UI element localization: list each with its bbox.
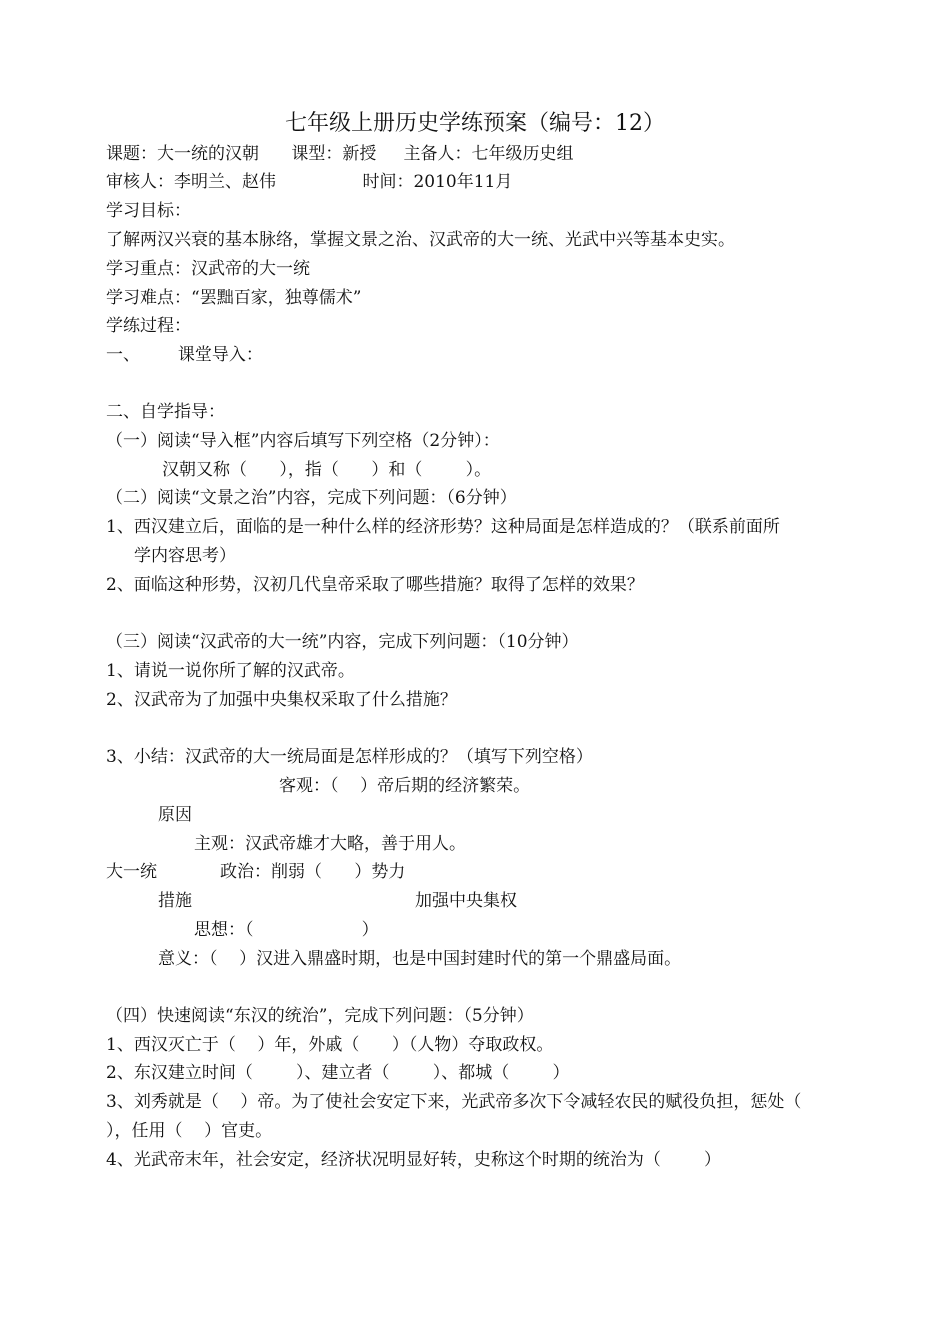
objectives-text: 了解两汉兴衰的基本脉络，掌握文景之治、汉武帝的大一统、光武中兴等基本史实。 (106, 230, 735, 250)
question-text: 1、西汉建立后，面临的是一种什么样的经济形势？这种局面是怎样造成的？（联系前面所 (106, 517, 780, 537)
part-two-heading: （二）阅读“文景之治”内容，完成下列问题：（6分钟） (106, 488, 517, 508)
centralization-label: 加强中央集权 (415, 891, 517, 911)
reviewer-line: 审核人：李明兰、赵伟 时间：2010年11月 (106, 172, 513, 192)
process-heading: 学练过程： (106, 316, 191, 336)
summary-heading: 3、小结：汉武帝的大一统局面是怎样形成的？（填写下列空格） (106, 747, 593, 767)
part-one-heading: （一）阅读“导入框”内容后填写下列空格（2分钟）： (106, 431, 500, 451)
objective-cause: 客观：（ ）帝后期的经济繁荣。 (279, 776, 531, 796)
question-text-cont: ），任用（ ）官吏。 (106, 1121, 273, 1141)
ideological-measure: 思想：（ ） (194, 920, 379, 940)
section-two-heading: 二、自学指导： (106, 402, 225, 422)
significance: 意义：（ ）汉进入鼎盛时期，也是中国封建时代的第一个鼎盛局面。 (158, 949, 682, 969)
question-text: 1、请说一说你所了解的汉武帝。 (106, 661, 355, 681)
question-text: 4、光武帝末年，社会安定，经济状况明显好转，史称这个时期的统治为（ ） (106, 1150, 722, 1170)
part-one-blank: 汉朝又称（ ），指（ ）和（ ）。 (162, 460, 492, 480)
cause-label: 原因 (158, 805, 192, 825)
unification-label: 大一统 (106, 862, 157, 882)
measures-label: 措施 (158, 891, 192, 911)
question-text: 1、西汉灭亡于（ ）年，外戚（ ）（人物）夺取政权。 (106, 1035, 554, 1055)
lesson-info-line: 课题：大一统的汉朝 课型：新授 主备人：七年级历史组 (106, 144, 574, 164)
difficult-point: 学习难点：“罢黜百家，独尊儒术” (106, 288, 362, 308)
part-three-heading: （三）阅读“汉武帝的大一统”内容，完成下列问题：（10分钟） (106, 632, 579, 652)
question-text: 2、面临这种形势，汉初几代皇帝采取了哪些措施？取得了怎样的效果？ (106, 575, 644, 595)
subjective-cause: 主观：汉武帝雄才大略，善于用人。 (194, 834, 466, 854)
question-text-cont: 学内容思考） (134, 546, 236, 566)
page-title: 七年级上册历史学练预案（编号：12） (285, 111, 665, 136)
objectives-heading: 学习目标： (106, 201, 191, 221)
part-four-heading: （四）快速阅读“东汉的统治”，完成下列问题：（5分钟） (106, 1006, 534, 1026)
question-text: 3、刘秀就是（ ）帝。为了使社会安定下来，光武帝多次下令减轻农民的赋役负担，惩处（ (106, 1092, 802, 1112)
key-point: 学习重点：汉武帝的大一统 (106, 259, 310, 279)
question-text: 2、东汉建立时间（ ）、建立者（ ）、都城（ ） (106, 1063, 570, 1083)
question-text: 2、汉武帝为了加强中央集权采取了什么措施？ (106, 690, 457, 710)
section-one-heading: 一、 课堂导入： (106, 345, 263, 365)
political-measure: 政治：削弱（ ）势力 (220, 862, 406, 882)
